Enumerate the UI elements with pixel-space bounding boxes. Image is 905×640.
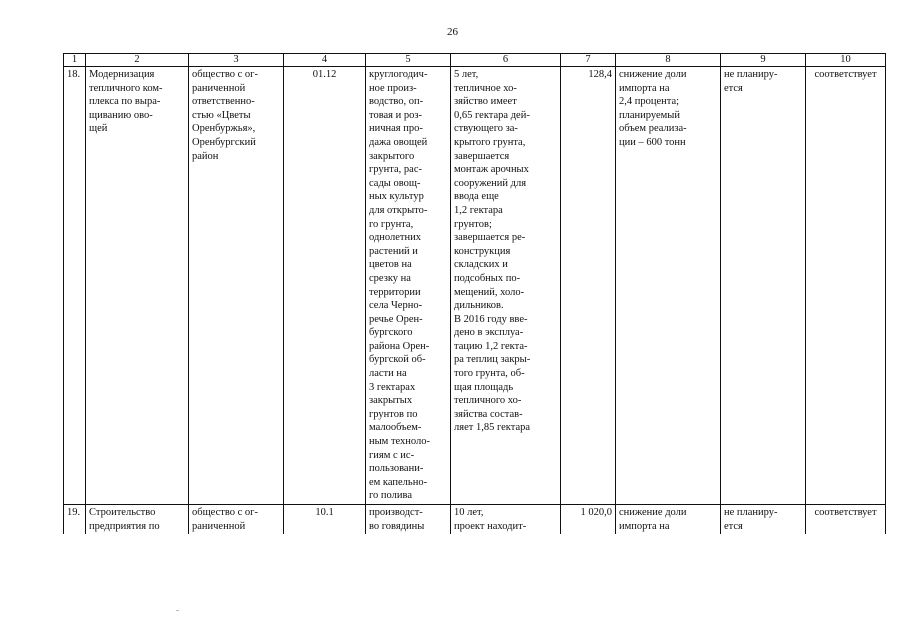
expected-effect: снижение доли импорта на 2,4 процента; планируемый объем реализа- ции – 600 тонн (619, 69, 687, 148)
column-header: 3 (189, 54, 284, 67)
column-header: 1 (64, 54, 86, 67)
project-name: Модернизация тепличного ком- плекса по выра- щиванию ово- щей (89, 69, 163, 135)
investment-amount: 1 020,0 (580, 507, 612, 518)
support-plan: не планиру- ется (724, 69, 778, 94)
column-header: 7 (561, 54, 616, 67)
row-number: 19. (67, 507, 81, 518)
table-row (64, 505, 886, 535)
row-number: 18. (67, 69, 81, 80)
project-name: Строительство предприятия по (89, 507, 160, 532)
column-header: 8 (616, 54, 721, 67)
column-number-row (64, 54, 886, 67)
table-row (64, 67, 886, 505)
investment-amount: 128,4 (588, 69, 612, 80)
expected-effect: снижение доли импорта на (619, 507, 687, 532)
project-status: 5 лет, тепличное хо- зяйство имеет 0,65 гектара дей- ствующего за- крытого грунта, завершается монтаж арочных сооружений для ввода еще 1,2 гектара грунтов; завершается ре- конструкция складских и подсобных по- мещений, холо- дильников. В 2016 году вве- дено в эксплуа- тацию 1,2 гекта- ра теплиц закры- того грунта, об- щая площадь тепличного хо- зяйства состав- ляет 1,85 гектара (454, 69, 531, 434)
scan-speck (176, 610, 179, 611)
project-status: 10 лет, проект находит- (454, 507, 527, 532)
page-number: 26 (447, 26, 458, 38)
column-header: 4 (284, 54, 366, 67)
compliance-status: соответствует (814, 507, 877, 518)
column-header: 2 (86, 54, 189, 67)
investment-projects-table (63, 53, 886, 534)
column-header: 6 (451, 54, 561, 67)
compliance-status: соответствует (814, 69, 877, 80)
company-name: общество с ог- раниченной (192, 507, 258, 532)
activity-code: 10.1 (315, 507, 334, 518)
activity-description: производст- во говядины (369, 507, 425, 532)
activity-code: 01.12 (312, 69, 337, 80)
support-plan: не планиру- ется (724, 507, 778, 532)
column-header: 9 (721, 54, 806, 67)
column-header: 10 (806, 54, 886, 67)
company-name: общество с ог- раниченной ответственно- стью «Цветы Оренбуржья», Оренбургский район (192, 69, 258, 162)
column-header: 5 (366, 54, 451, 67)
activity-description: круглогодич- ное произ- водство, оп- товая и роз- ничная про- дажа овощей закрытого грунта, рас- сады овощ- ных культур для открыто- го грунта, однолетних растений и цветов на срезку на территории села Черно- речье Орен- бургского района Орен- бургской об- ласти на 3 гектарах закрытых грунтов по малообъем- ным техноло- гиям с ис- пользовани- ем капельно- го полива (369, 69, 431, 502)
